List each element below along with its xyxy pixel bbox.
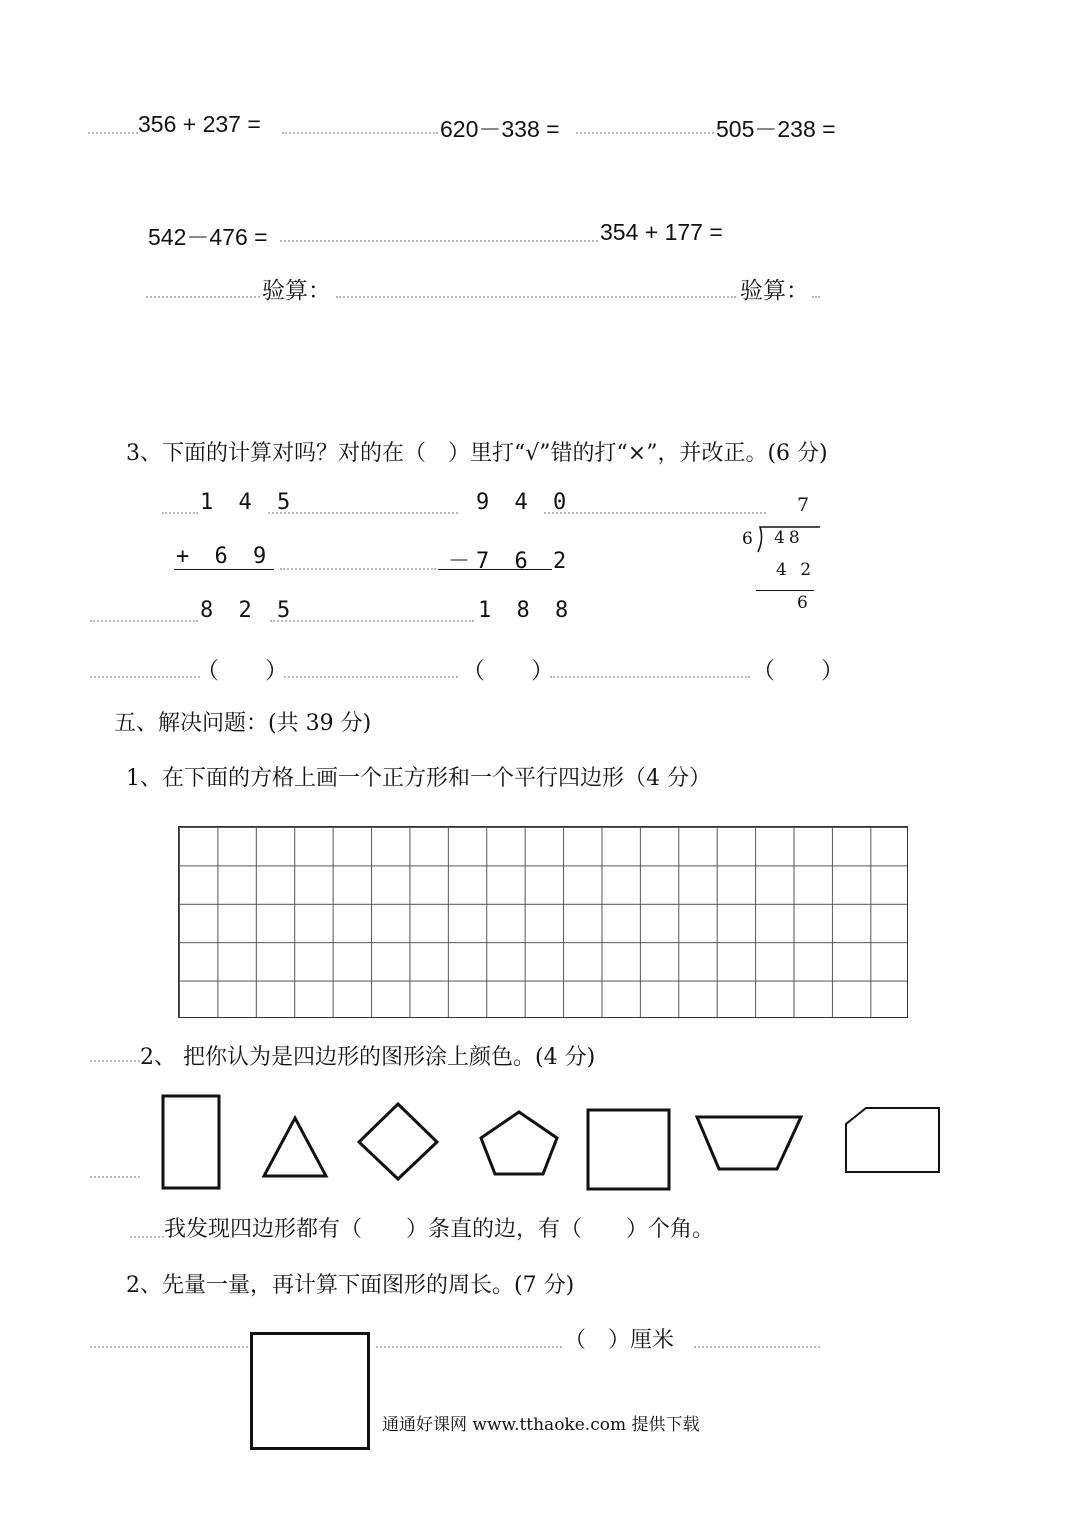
p2-mid: －7 6 2	[448, 549, 573, 574]
rectangle-shape	[163, 1096, 219, 1188]
p3-divisor: 6	[742, 529, 753, 549]
p3-remainder: 6	[797, 593, 808, 613]
p1-top: 1 4 5	[200, 490, 297, 515]
p1-mid: + 6 9	[176, 544, 273, 569]
perimeter-answer[interactable]: （ ）厘米	[564, 1328, 675, 1353]
p2-top: 9 4 0	[476, 490, 573, 515]
answer-bracket-1[interactable]: （ ）	[196, 658, 288, 684]
answer-bracket-2[interactable]: （ ）	[462, 658, 554, 684]
verify-label-2: 验算：	[740, 278, 809, 304]
equation-2: 620－338 =	[440, 116, 560, 142]
p2-result: 1 8 8	[478, 598, 575, 623]
p3-quotient: 7	[797, 494, 810, 516]
q3-title: 3、下面的计算对吗？对的在（ ）里打“√”错的打“×”，并改正。(6 分)	[126, 441, 828, 466]
section5-q2: 2、 把你认为是四边形的图形涂上颜色。(4 分)	[140, 1045, 596, 1070]
section5-title: 五、解决问题：(共 39 分)	[114, 711, 372, 736]
drawing-grid[interactable]	[178, 826, 908, 1018]
p1-result: 8 2 5	[200, 598, 297, 623]
section5-q1: 1、在下面的方格上画一个正方形和一个平行四边形（4 分）	[126, 766, 711, 791]
answer-bracket-3[interactable]: （ ）	[752, 658, 844, 684]
equation-5: 354 + 177 =	[600, 219, 723, 245]
equation-3: 505－238 =	[716, 116, 836, 142]
diamond-shape	[359, 1104, 437, 1179]
equation-4: 542－476 =	[148, 224, 268, 250]
section5-q2-fill: 我发现四边形都有（ ）条直的边，有（ ）个角。	[164, 1217, 715, 1242]
equation-1: 356 + 237 =	[138, 111, 261, 137]
footer-watermark: 通通好课网 www.tthaoke.com 提供下载	[382, 1415, 700, 1435]
p3-product: 4 2	[776, 560, 816, 580]
perimeter-square	[250, 1332, 370, 1450]
pentagon-shape	[481, 1112, 557, 1174]
cut-corner-shape	[846, 1108, 939, 1172]
trapezoid-shape	[697, 1117, 801, 1169]
square-shape	[588, 1110, 669, 1189]
p3-dividend: 48	[774, 528, 804, 548]
section5-q3: 2、先量一量，再计算下面图形的周长。(7 分)	[126, 1273, 575, 1298]
triangle-shape	[264, 1118, 326, 1176]
shapes-row[interactable]	[150, 1090, 950, 1200]
verify-label-1: 验算：	[262, 278, 331, 304]
